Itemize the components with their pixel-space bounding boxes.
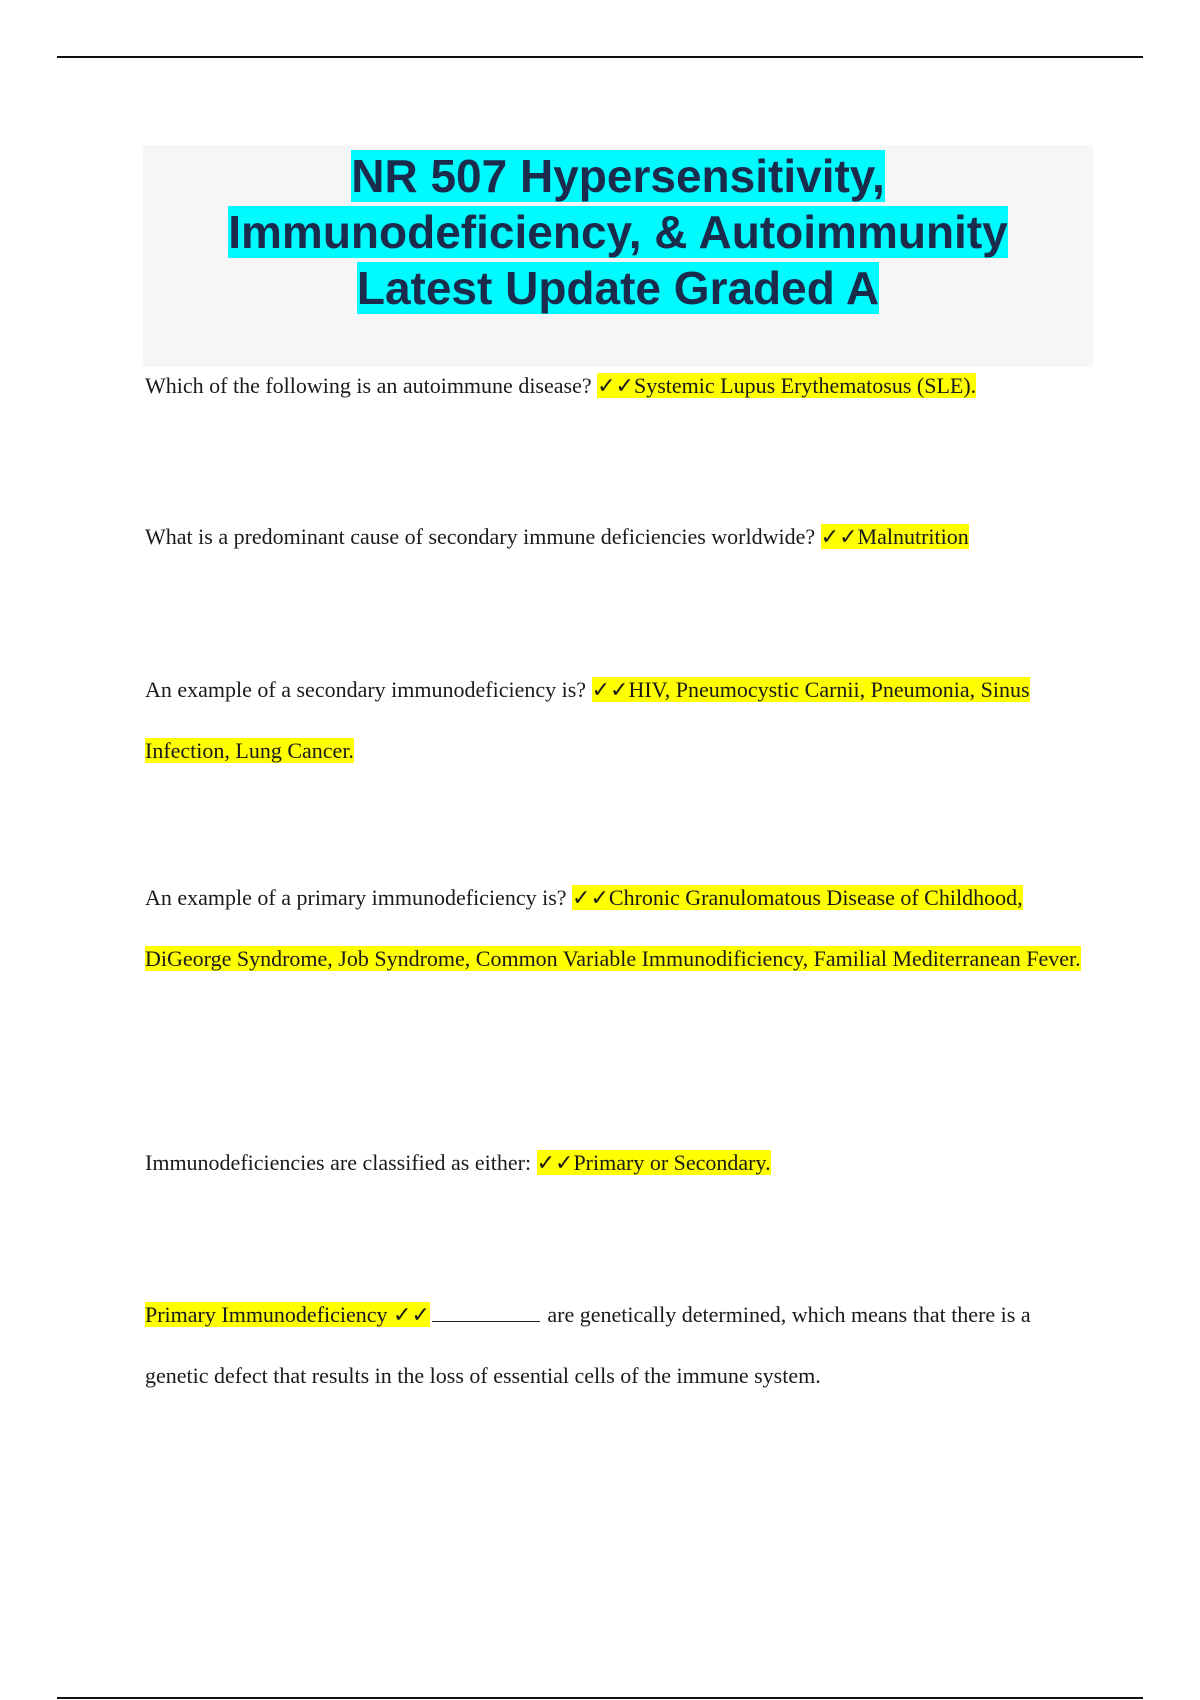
qa-item-1 <box>145 356 1090 417</box>
question-text: Which of the following is an autoimmune disease? <box>145 373 592 398</box>
check-mark-icon: ✓✓ <box>572 886 609 911</box>
answer-highlight <box>537 1150 771 1175</box>
qa-item-3 <box>145 660 1090 781</box>
check-mark-icon: ✓✓ <box>591 678 629 703</box>
answer-highlight <box>145 1302 430 1327</box>
document-title <box>143 148 1093 316</box>
question-text: Immunodeficiencies are classified as either: <box>145 1150 532 1175</box>
question-text: An example of a primary immunodeficiency is? <box>145 885 567 910</box>
answer-text: Primary Immunodeficiency <box>145 1302 388 1327</box>
check-mark-icon: ✓✓ <box>597 374 634 399</box>
check-mark-icon: ✓✓ <box>820 525 858 550</box>
check-mark-icon: ✓✓ <box>393 1303 430 1328</box>
answer-text: Chronic Granulomatous Disease of Childhood, DiGeorge Syndrome, Job Syndrome, Common Variable Immunodificiency, Familial Mediterranean Fever. <box>145 885 1081 971</box>
top-rule <box>57 56 1143 58</box>
title-line-3: Latest Update Graded A <box>356 262 880 314</box>
statement-text: are genetically determined, which means that there is a genetic defect that results in the loss of essential cells of the immune system. <box>145 1302 1031 1388</box>
answer-text: Malnutrition <box>857 524 969 549</box>
qa-item-5 <box>145 1133 1090 1194</box>
title-banner <box>143 145 1093 367</box>
answer-text: Systemic Lupus Erythematosus (SLE). <box>633 373 977 398</box>
answer-highlight <box>597 373 976 398</box>
fill-in-blank <box>432 1301 540 1322</box>
qa-item-2 <box>145 507 1090 568</box>
answer-text: Primary or Secondary. <box>573 1150 771 1175</box>
answer-text: HIV, Pneumocystic Carnii, Pneumonia, Sinus Infection, Lung Cancer. <box>145 677 1030 763</box>
title-line-2: Immunodeficiency, & Autoimmunity <box>228 206 1008 258</box>
fill-in-item <box>145 1285 1090 1406</box>
qa-item-4 <box>145 868 1090 989</box>
title-line-1: NR 507 Hypersensitivity, <box>351 150 885 202</box>
question-text: An example of a secondary immunodeficiency is? <box>145 677 587 702</box>
answer-highlight <box>821 524 969 549</box>
bottom-rule <box>57 1697 1143 1699</box>
check-mark-icon: ✓✓ <box>536 1151 574 1176</box>
question-text: What is a predominant cause of secondary immune deficiencies worldwide? <box>145 524 816 549</box>
